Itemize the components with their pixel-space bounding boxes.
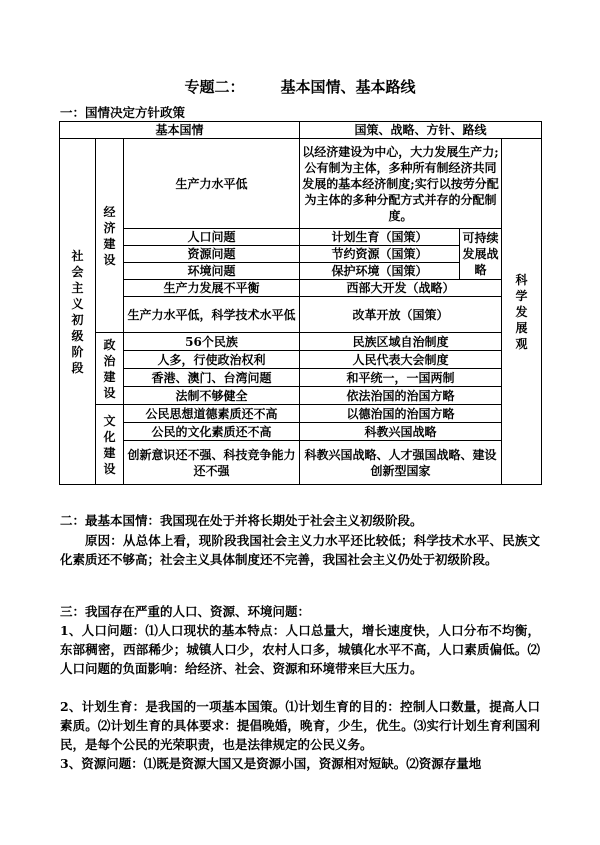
cell-condition: 生产力水平低，科学技术水平低 [124, 297, 300, 333]
kechixu-cell: 可持续发展战略 [460, 229, 502, 280]
cell-condition: 环境问题 [124, 263, 300, 280]
header-basic-conditions: 基本国情 [60, 122, 300, 139]
table-row [60, 333, 542, 351]
cell-policy: 以经济建设为中心，大力发展生产力;公有制为主体，多种所有制经济共同发展的基本经济制度;实行以按劳分配为主体的多种分配方式并存的分配制度。 [300, 139, 502, 229]
page-title [0, 76, 600, 97]
policy-table [59, 121, 542, 485]
cell-condition: 56个民族 [124, 333, 300, 351]
cell-policy: 人民代表大会制度 [300, 351, 502, 369]
cell-policy: 保护环境（国策） [300, 263, 460, 280]
cell-policy: 节约资源（国策） [300, 246, 460, 263]
basic-condition-paragraph: 二：最基本国情：我国现在处于并将长期处于社会主义初级阶段。 [60, 513, 423, 528]
cell-condition: 法制不够健全 [124, 387, 300, 405]
cell-policy: 改革开放（国策） [300, 297, 502, 333]
reason-paragraph: 原因：从总体上看，现阶段我国社会主义力水平还比较低；科学技术水平、民族文化素质还不够高；社会主义具体制度还不完善，我国社会主义仍处于初级阶段。 [60, 533, 540, 567]
stage-label: 社会主义初级阶段 [71, 248, 84, 375]
table-row [60, 441, 542, 485]
cell-condition: 人口问题 [124, 229, 300, 246]
stage-cell [60, 139, 96, 485]
cell-condition: 公民的文化素质还不高 [124, 423, 300, 441]
cell-policy: 和平统一，一国两制 [300, 369, 502, 387]
cell-policy: 民族区域自治制度 [300, 333, 502, 351]
title-part1: 专题二： [184, 78, 245, 96]
cell-condition: 创新意识还不强、科技竞争能力还不强 [124, 441, 300, 485]
table-row [60, 229, 542, 246]
culture-label: 文化建设 [103, 413, 116, 476]
cell-condition: 生产力发展不平衡 [124, 280, 300, 297]
section3-heading: 三：我国存在严重的人口、资源、环境问题： [60, 604, 311, 619]
table-row [60, 139, 542, 229]
section1-heading: 一：国情决定方针政策 [60, 105, 186, 120]
politics-category-cell [96, 333, 124, 405]
table-row [60, 280, 542, 297]
cell-condition: 生产力水平低 [124, 139, 300, 229]
cell-condition: 人多，行使政治权利 [124, 351, 300, 369]
header-policies: 国策、战略、方针、路线 [300, 122, 542, 139]
population-paragraph: 1、人口问题：⑴人口现状的基本特点：人口总量大，增长速度快，人口分布不均衡，东部稠密，西部稀少；城镇人口少，农村人口多，城镇化水平不高，人口素质偏低。⑵人口问题的负面影响：给经济、社会、资源和环境带来巨大压力。 [60, 623, 540, 676]
cell-policy: 科教兴国战略、人才强国战略、建设创新型国家 [300, 441, 502, 485]
cell-policy: 依法治国的治国方略 [300, 387, 502, 405]
econ-label: 经济建设 [103, 204, 116, 267]
politics-label: 政治建设 [103, 337, 116, 400]
table-row [60, 405, 542, 423]
cell-condition: 公民思想道德素质还不高 [124, 405, 300, 423]
keji-label: 科学发展观 [515, 272, 528, 351]
cell-condition: 香港、澳门、台湾问题 [124, 369, 300, 387]
table-row [60, 351, 542, 369]
title-part2: 基本国情、基本路线 [280, 78, 416, 96]
cell-policy: 西部大开发（战略） [300, 280, 502, 297]
cell-policy: 计划生育（国策） [300, 229, 460, 246]
cell-condition: 资源问题 [124, 246, 300, 263]
table-row [60, 369, 542, 387]
cell-policy: 以德治国的治国方略 [300, 405, 502, 423]
table-row [60, 423, 542, 441]
family-planning-paragraph: 2、计划生育：是我国的一项基本国策。⑴计划生育的目的：控制人口数量，提高人口素质。⑵计划生育的具体要求：提倡晚婚，晚育，少生，优生。⑶实行计划生育利国利民，是每个公民的光荣职责，也是法律规定的公民义务。 [60, 699, 540, 752]
keji-cell [502, 139, 542, 485]
table-row [60, 387, 542, 405]
econ-category-cell [96, 139, 124, 333]
table-row [60, 297, 542, 333]
culture-category-cell [96, 405, 124, 485]
table-header-row [60, 122, 542, 139]
cell-policy: 科教兴国战略 [300, 423, 502, 441]
resources-paragraph: 3、资源问题：⑴既是资源大国又是资源小国，资源相对短缺。⑵资源存量地 [60, 756, 482, 771]
